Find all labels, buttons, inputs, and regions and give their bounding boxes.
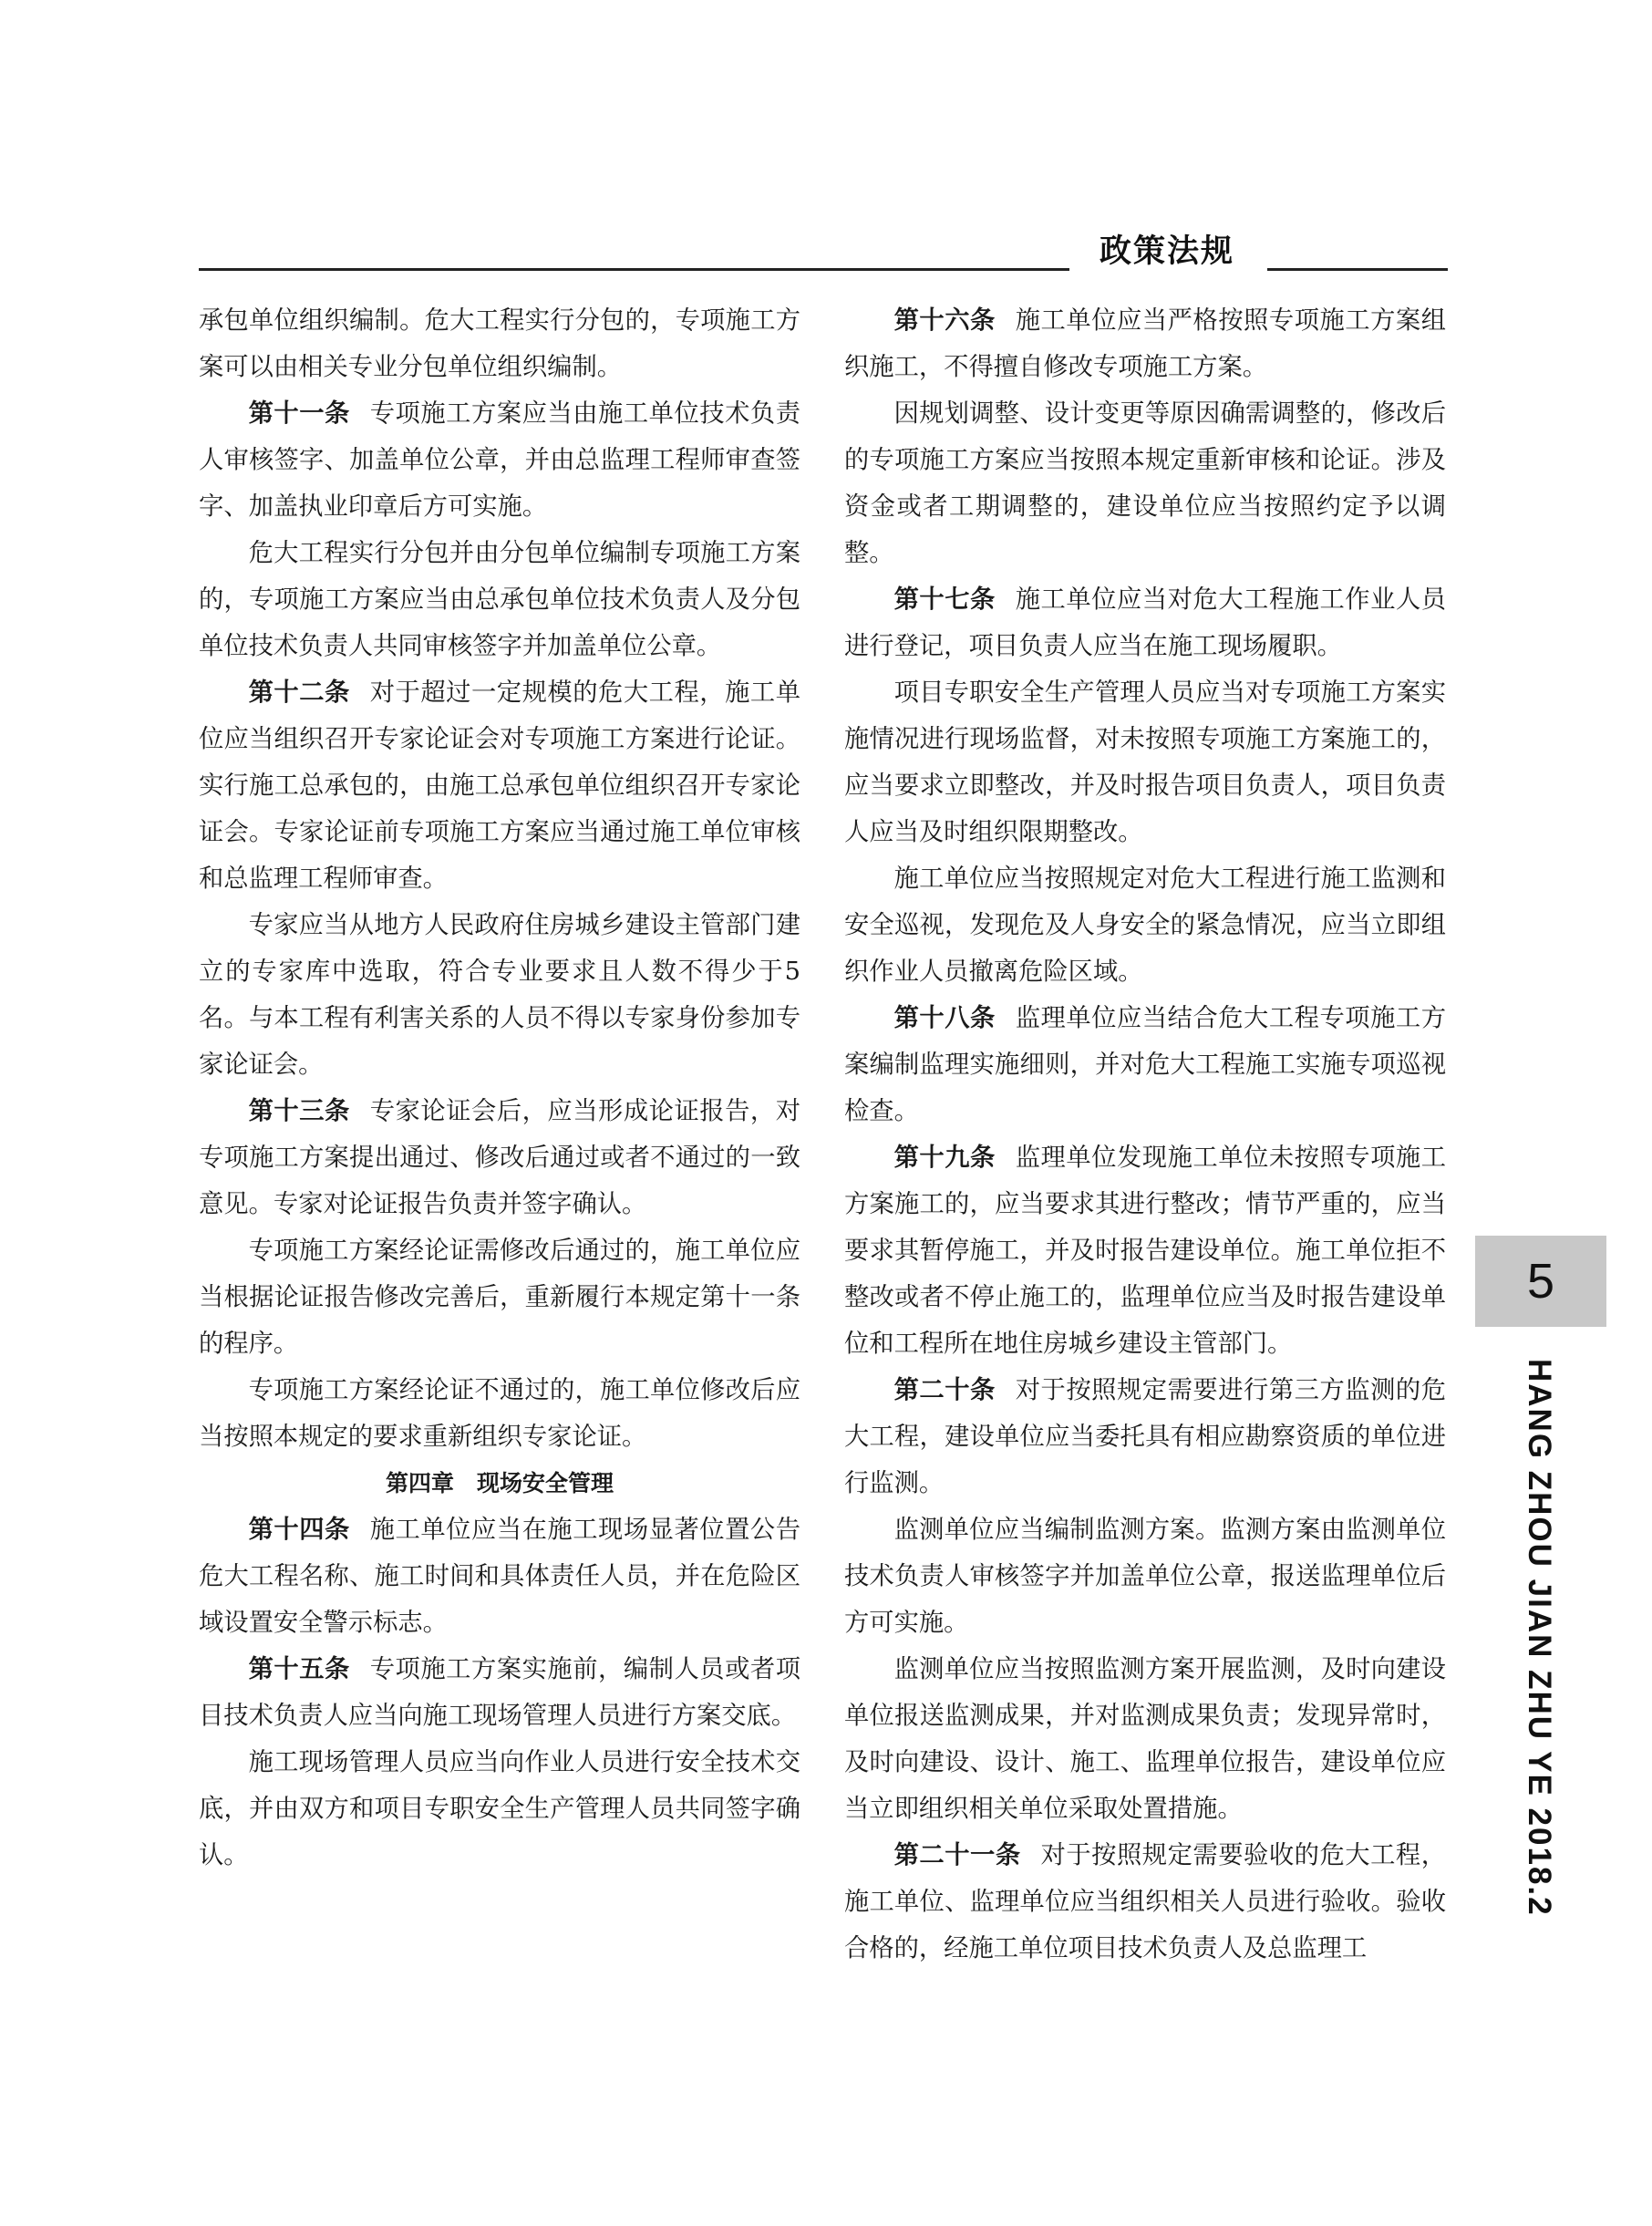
article-text: 施工单位应当对危大工程施工作业人员进行登记，项目负责人应当在施工现场履职。 xyxy=(844,585,1447,660)
article-label: 第二十条 xyxy=(893,1376,996,1404)
article-label: 第十一条 xyxy=(248,399,350,428)
article-17 xyxy=(844,576,1446,669)
right-column xyxy=(844,297,1446,1972)
paragraph: 项目专职安全生产管理人员应当对专项施工方案实施情况进行现场监督，对未按照专项施工方案施工的，应当要求立即整改，并及时报告项目负责人，项目负责人应当及时组织限期整改。 xyxy=(844,678,1446,846)
section-title: 政策法规 xyxy=(1099,233,1234,270)
paragraph: 专项施工方案经论证需修改后通过的，施工单位应当根据论证报告修改完善后，重新履行本规定第十一条的程序。 xyxy=(199,1237,800,1358)
article-label: 第十五条 xyxy=(248,1655,350,1683)
article-text: 专项施工方案实施前，编制人员或者项目技术负责人应当向施工现场管理人员进行方案交底。 xyxy=(199,1655,801,1730)
page-number-tab: 5 xyxy=(1475,1236,1606,1327)
article-label: 第十九条 xyxy=(893,1144,996,1172)
article-label: 第二十一条 xyxy=(893,1841,1021,1869)
paragraph: 承包单位组织编制。危大工程实行分包的，专项施工方案可以由相关专业分包单位组织编制。 xyxy=(199,306,800,381)
article-text: 施工单位应当严格按照专项施工方案组织施工，不得擅自修改专项施工方案。 xyxy=(844,306,1447,381)
article-16 xyxy=(844,297,1446,390)
article-18 xyxy=(844,995,1446,1134)
article-19 xyxy=(844,1134,1446,1367)
paragraph: 危大工程实行分包并由分包单位编制专项施工方案的，专项施工方案应当由总承包单位技术负责人及分包单位技术负责人共同审核签字并加盖单位公章。 xyxy=(199,539,800,660)
article-text: 监理单位应当结合危大工程专项施工方案编制监理实施细则，并对危大工程施工实施专项巡视检查。 xyxy=(844,1004,1447,1125)
paragraph: 专家应当从地方人民政府住房城乡建设主管部门建立的专家库中选取，符合专业要求且人数不得少于5名。与本工程有利害关系的人员不得以专家身份参加专家论证会。 xyxy=(199,911,800,1079)
paragraph: 监测单位应当按照监测方案开展监测，及时向建设单位报送监测成果，并对监测成果负责；发现异常时，及时向建设、设计、施工、监理单位报告，建设单位应当立即组织相关单位采取处置措施。 xyxy=(844,1655,1446,1823)
journal-name-vertical: HANG ZHOU JIAN ZHU YE 2018.2 xyxy=(1522,1359,1557,1917)
article-20 xyxy=(844,1367,1446,1506)
article-12 xyxy=(199,669,800,902)
article-13 xyxy=(199,1088,800,1227)
paragraph: 监测单位应当编制监测方案。监测方案由监测单位技术负责人审核签字并加盖单位公章，报送监理单位后方可实施。 xyxy=(844,1516,1446,1637)
article-text: 专家论证会后，应当形成论证报告，对专项施工方案提出通过、修改后通过或者不通过的一致意见。专家对论证报告负责并签字确认。 xyxy=(199,1097,801,1218)
article-label: 第十八条 xyxy=(893,1004,996,1032)
header-rule-right xyxy=(1267,268,1448,271)
article-15 xyxy=(199,1646,800,1739)
article-label: 第十三条 xyxy=(248,1097,350,1125)
article-11 xyxy=(199,390,800,530)
paragraph: 因规划调整、设计变更等原因确需调整的，修改后的专项施工方案应当按照本规定重新审核和论证。涉及资金或者工期调整的，建设单位应当按照约定予以调整。 xyxy=(844,399,1446,567)
article-text: 对于按照规定需要进行第三方监测的危大工程，建设单位应当委托具有相应勘察资质的单位进行监测。 xyxy=(844,1376,1447,1497)
article-21 xyxy=(844,1832,1446,1972)
paragraph: 施工现场管理人员应当向作业人员进行安全技术交底，并由双方和项目专职安全生产管理人员共同签字确认。 xyxy=(199,1748,800,1869)
article-label: 第十四条 xyxy=(248,1516,350,1544)
article-text: 专项施工方案应当由施工单位技术负责人审核签字、加盖单位公章，并由总监理工程师审查签字、加盖执业印章后方可实施。 xyxy=(199,399,801,521)
article-text: 对于按照规定需要验收的危大工程，施工单位、监理单位应当组织相关人员进行验收。验收合格的，经施工单位项目技术负责人及总监理工 xyxy=(844,1841,1447,1962)
paragraph: 施工单位应当按照规定对危大工程进行施工监测和安全巡视，发现危及人身安全的紧急情况，应当立即组织作业人员撤离危险区域。 xyxy=(844,865,1446,986)
article-14 xyxy=(199,1506,800,1646)
article-text: 监理单位发现施工单位未按照专项施工方案施工的，应当要求其进行整改；情节严重的，应当要求其暂停施工，并及时报告建设单位。施工单位拒不整改或者不停止施工的，监理单位应当及时报告建设单位和工程所在地住房城乡建设主管部门。 xyxy=(844,1144,1447,1358)
article-label: 第十六条 xyxy=(893,306,996,335)
left-column xyxy=(199,297,800,1879)
chapter-heading: 第四章 现场安全管理 xyxy=(385,1470,614,1496)
header-rule-left xyxy=(199,268,1069,271)
article-text: 对于超过一定规模的危大工程，施工单位应当组织召开专家论证会对专项施工方案进行论证。实行施工总承包的，由施工总承包单位组织召开专家论证会。专家论证前专项施工方案应当通过施工单位审核和总监理工程师审查。 xyxy=(199,678,801,893)
article-label: 第十二条 xyxy=(248,678,350,707)
article-text: 施工单位应当在施工现场显著位置公告危大工程名称、施工时间和具体责任人员，并在危险区域设置安全警示标志。 xyxy=(199,1516,801,1637)
paragraph: 专项施工方案经论证不通过的，施工单位修改后应当按照本规定的要求重新组织专家论证。 xyxy=(199,1376,800,1451)
article-label: 第十七条 xyxy=(893,585,996,614)
